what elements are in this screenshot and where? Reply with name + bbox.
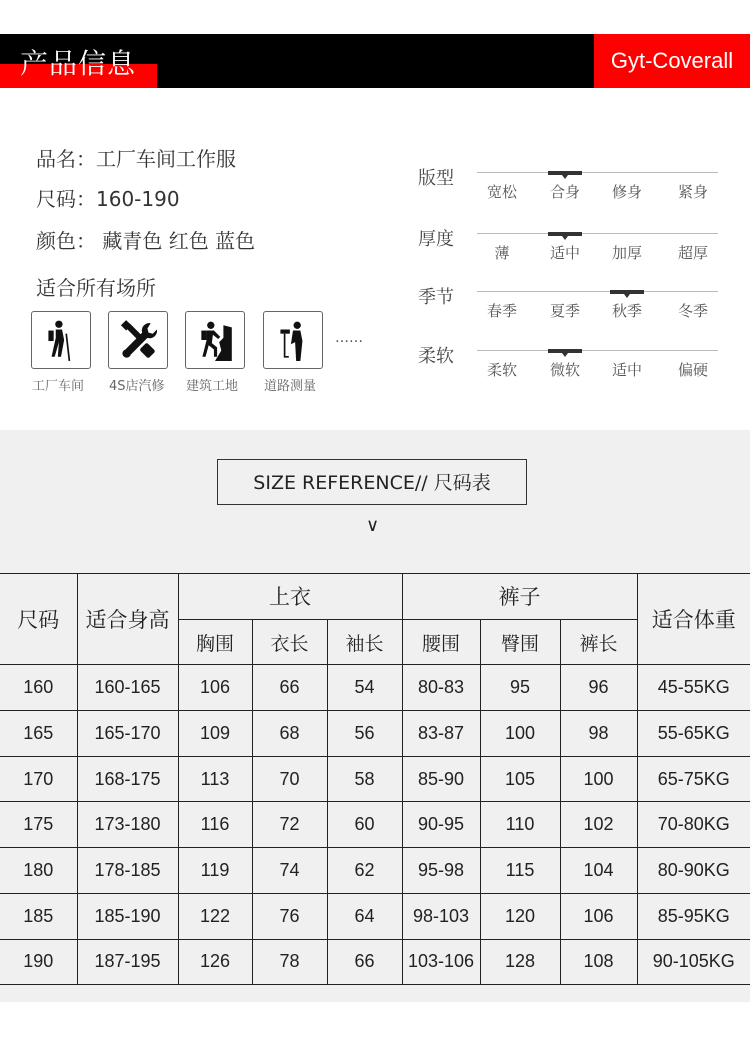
attribute-option: 合身 — [549, 183, 580, 201]
attribute-option: 适中 — [611, 361, 642, 379]
table-cell: 56 — [327, 711, 402, 757]
header-pants: 裤子 — [402, 574, 637, 620]
table-cell: 90-105KG — [637, 939, 750, 985]
table-cell: 180 — [0, 848, 77, 894]
attribute-label: 厚度 — [418, 229, 454, 250]
attribute-selected-marker — [548, 349, 582, 353]
attribute-option: 超厚 — [677, 244, 708, 262]
hiker-icon — [41, 319, 81, 361]
table-cell: 108 — [560, 939, 637, 985]
table-cell: 104 — [560, 848, 637, 894]
table-cell: 110 — [480, 802, 560, 848]
table-cell: 90-95 — [402, 802, 480, 848]
attribute-scale — [477, 350, 718, 351]
table-cell: 106 — [178, 665, 252, 711]
table-cell: 168-175 — [77, 756, 178, 802]
table-row — [0, 756, 750, 802]
section-title: 产品信息 — [20, 47, 137, 80]
table-cell: 95 — [480, 665, 560, 711]
header-size: 尺码 — [0, 574, 77, 665]
table-cell: 96 — [560, 665, 637, 711]
table-cell: 190 — [0, 939, 77, 985]
table-cell: 83-87 — [402, 711, 480, 757]
table-cell: 100 — [560, 756, 637, 802]
table-cell: 80-90KG — [637, 848, 750, 894]
table-cell: 68 — [252, 711, 327, 757]
subheader-cell: 衣长 — [252, 619, 327, 665]
attribute-option: 修身 — [611, 183, 642, 201]
table-cell: 106 — [560, 893, 637, 939]
table-cell: 109 — [178, 711, 252, 757]
table-cell: 78 — [252, 939, 327, 985]
table-row — [0, 893, 750, 939]
header-weight: 适合体重 — [637, 574, 750, 665]
attribute-scale — [477, 291, 718, 292]
subheader-cell: 臀围 — [480, 619, 560, 665]
table-cell: 102 — [560, 802, 637, 848]
attribute-option: 秋季 — [611, 302, 642, 320]
table-cell: 173-180 — [77, 802, 178, 848]
table-cell: 115 — [480, 848, 560, 894]
table-cell: 160-165 — [77, 665, 178, 711]
size-table — [0, 573, 750, 985]
table-cell: 120 — [480, 893, 560, 939]
chevron-down-icon: ∨ — [366, 515, 380, 536]
table-row — [0, 848, 750, 894]
table-cell: 98 — [560, 711, 637, 757]
table-cell: 62 — [327, 848, 402, 894]
table-row — [0, 939, 750, 985]
table-cell: 66 — [327, 939, 402, 985]
subheader-cell: 胸围 — [178, 619, 252, 665]
table-cell: 103-106 — [402, 939, 480, 985]
attribute-label: 季节 — [418, 287, 454, 308]
table-cell: 170 — [0, 756, 77, 802]
attribute-label: 柔软 — [418, 346, 454, 367]
surveyor-icon — [273, 319, 313, 361]
subheader-cell: 裤长 — [560, 619, 637, 665]
table-cell: 178-185 — [77, 848, 178, 894]
header-height: 适合身高 — [77, 574, 178, 665]
suitable-heading: 适合所有场所 — [36, 276, 156, 300]
size-reference-title: SIZE REFERENCE// 尺码表 — [217, 459, 527, 505]
table-cell: 119 — [178, 848, 252, 894]
attribute-selected-marker — [548, 232, 582, 236]
table-cell: 122 — [178, 893, 252, 939]
table-cell: 126 — [178, 939, 252, 985]
attribute-option: 微软 — [549, 361, 580, 379]
scenario-3 — [185, 311, 245, 369]
scenario-2 — [108, 311, 168, 369]
attribute-option: 宽松 — [486, 183, 517, 201]
attribute-option: 偏硬 — [677, 361, 708, 379]
header-top: 上衣 — [178, 574, 402, 620]
scenario-4 — [263, 311, 323, 369]
subheader-cell: 腰围 — [402, 619, 480, 665]
attribute-scale — [477, 233, 718, 234]
attribute-selected-marker — [548, 171, 582, 175]
scenario-label: 工厂车间 — [32, 379, 85, 394]
table-cell: 66 — [252, 665, 327, 711]
table-cell: 76 — [252, 893, 327, 939]
table-cell: 74 — [252, 848, 327, 894]
table-cell: 45-55KG — [637, 665, 750, 711]
attribute-option: 紧身 — [677, 183, 708, 201]
table-cell: 85-90 — [402, 756, 480, 802]
table-row — [0, 802, 750, 848]
table-cell: 100 — [480, 711, 560, 757]
subheader-cell: 袖长 — [327, 619, 402, 665]
scenario-label: 建筑工地 — [186, 379, 239, 394]
table-cell: 165 — [0, 711, 77, 757]
scenario-1 — [31, 311, 91, 369]
table-cell: 116 — [178, 802, 252, 848]
table-cell: 185-190 — [77, 893, 178, 939]
table-cell: 64 — [327, 893, 402, 939]
table-cell: 105 — [480, 756, 560, 802]
product-colors: 颜色： 藏青色 红色 蓝色 — [36, 229, 256, 253]
table-row — [0, 711, 750, 757]
table-cell: 70 — [252, 756, 327, 802]
table-cell: 175 — [0, 802, 77, 848]
table-cell: 185 — [0, 893, 77, 939]
scenario-label: 道路测量 — [264, 379, 317, 394]
table-cell: 85-95KG — [637, 893, 750, 939]
table-cell: 72 — [252, 802, 327, 848]
attribute-option: 加厚 — [611, 244, 642, 262]
table-cell: 187-195 — [77, 939, 178, 985]
table-cell: 70-80KG — [637, 802, 750, 848]
climber-icon — [195, 319, 235, 361]
table-cell: 60 — [327, 802, 402, 848]
table-cell: 58 — [327, 756, 402, 802]
table-cell: 160 — [0, 665, 77, 711]
attribute-option: 春季 — [486, 302, 517, 320]
wrench-screwdriver-icon — [118, 319, 158, 361]
table-cell: 165-170 — [77, 711, 178, 757]
attribute-label: 版型 — [418, 168, 454, 189]
table-cell: 54 — [327, 665, 402, 711]
table-cell: 80-83 — [402, 665, 480, 711]
brand-label: Gyt-Coverall — [594, 34, 750, 88]
table-cell: 98-103 — [402, 893, 480, 939]
header-bar — [0, 34, 750, 88]
table-cell: 128 — [480, 939, 560, 985]
more-ellipsis: …… — [335, 330, 363, 346]
attribute-option: 薄 — [494, 244, 510, 262]
scenario-label: 4S店汽修 — [109, 379, 165, 394]
table-row — [0, 665, 750, 711]
attribute-option: 柔软 — [486, 361, 517, 379]
table-cell: 65-75KG — [637, 756, 750, 802]
table-cell: 95-98 — [402, 848, 480, 894]
table-cell: 55-65KG — [637, 711, 750, 757]
product-name: 品名：工厂车间工作服 — [36, 147, 236, 171]
product-size: 尺码：160-190 — [36, 187, 180, 211]
attribute-selected-marker — [610, 290, 644, 294]
table-cell: 113 — [178, 756, 252, 802]
attribute-option: 冬季 — [677, 302, 708, 320]
attribute-option: 夏季 — [549, 302, 580, 320]
attribute-scale — [477, 172, 718, 173]
attribute-option: 适中 — [549, 244, 580, 262]
